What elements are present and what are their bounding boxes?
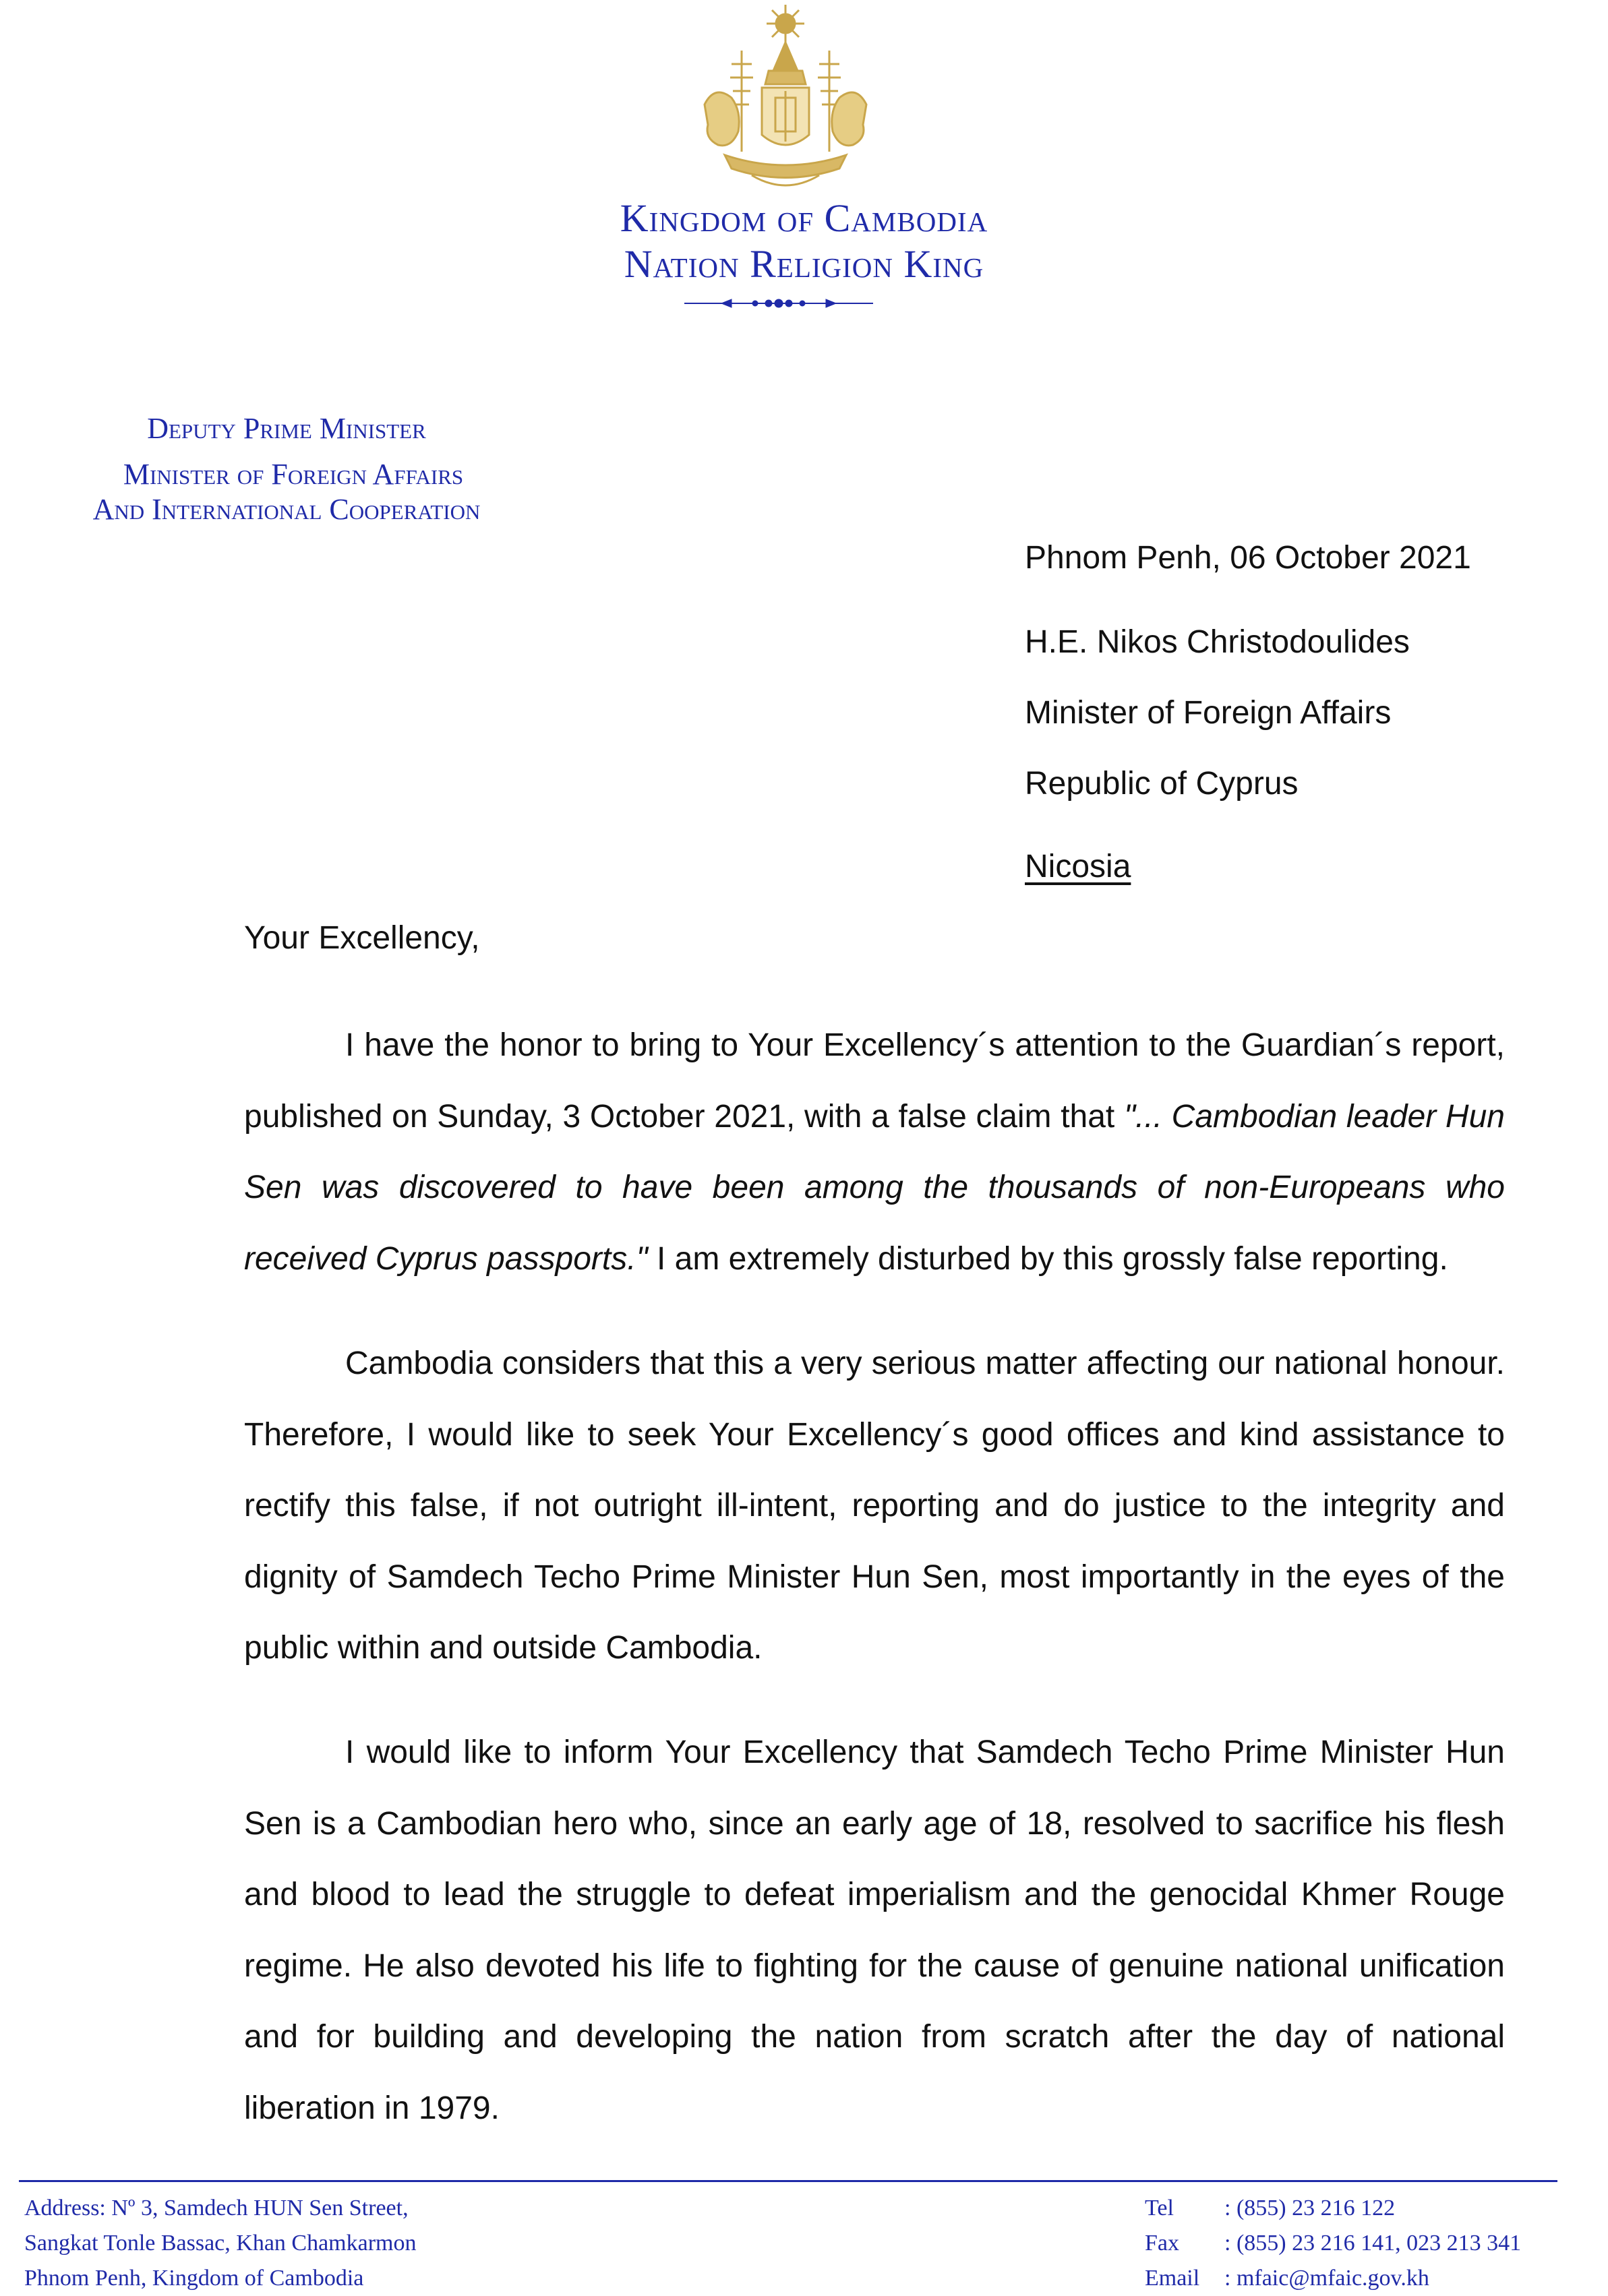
paragraph-1-quote: "... Cambodian leader Hun Sen was discovered to have been among the thousands of non-Europeans who received Cyprus passports." bbox=[244, 1098, 1505, 1277]
email-label: Email bbox=[1145, 2266, 1200, 2291]
footer-contact bbox=[1145, 2191, 1521, 2296]
footer-address-line-1: Address: Nº 3, Samdech HUN Sen Street, bbox=[24, 2196, 409, 2221]
footer-address-line-3: Phnom Penh, Kingdom of Cambodia bbox=[24, 2266, 364, 2291]
ministry-title-international-cooperation: And International Cooperation bbox=[92, 493, 481, 526]
tel-label: Tel bbox=[1145, 2196, 1174, 2221]
paragraph-3: I would like to inform Your Excellency that Samdech Techo Prime Minister Hun Sen is a Cambodian hero who, since an early age of 18, resolved to sacrifice his flesh and blood to lead the struggle to defeat imperialism and the genocidal Khmer Rouge regime. He also devoted his life to fighting for the cause of genuine national unification and for building and developing the nation from scratch after the day of national liberation in 1979. bbox=[244, 1734, 1505, 2126]
place-and-date: Phnom Penh, 06 October 2021 bbox=[1025, 540, 1471, 576]
fax-label: Fax bbox=[1145, 2231, 1179, 2256]
paragraph-1-start: I have the honor to bring to Your Excellency´s attention to the Guardian´s report, published on Sunday, 3 October 2021, with a false claim that bbox=[244, 1027, 1505, 1135]
email-value: : mfaic@mfaic.gov.kh bbox=[1224, 2266, 1429, 2291]
paragraph-1 bbox=[244, 1010, 1505, 1294]
national-motto: Nation Religion King bbox=[624, 242, 984, 286]
recipient-city: Nicosia bbox=[1025, 849, 1131, 884]
recipient-name: H.E. Nikos Christodoulides bbox=[1025, 624, 1410, 660]
royal-coat-of-arms-emblem bbox=[678, 3, 893, 199]
recipient-country: Republic of Cyprus bbox=[1025, 766, 1299, 802]
footer-tel-row bbox=[1145, 2191, 1521, 2226]
footer-address-line-2: Sangkat Tonle Bassac, Khan Chamkarmon bbox=[24, 2231, 417, 2256]
footer-address bbox=[24, 2191, 417, 2296]
paragraph-2: Cambodia considers that this a very serious matter affecting our national honour. Therefore, I would like to seek Your Excellency´s good offices and kind assistance to rectify this false, if not outright ill-intent, reporting and do justice to the integrity and dignity of Samdech Techo Prime Minister Hun Sen, most importantly in the eyes of the public within and outside Cambodia. bbox=[244, 1346, 1505, 1666]
salutation: Your Excellency, bbox=[244, 920, 480, 956]
recipient-title: Minister of Foreign Affairs bbox=[1025, 695, 1392, 731]
tel-value: : (855) 23 216 122 bbox=[1224, 2196, 1396, 2221]
footer-divider bbox=[19, 2180, 1557, 2182]
footer-email-row bbox=[1145, 2261, 1521, 2296]
paragraph-1-end: I am extremely disturbed by this grossly false reporting. bbox=[647, 1240, 1448, 1277]
fax-value: : (855) 23 216 141, 023 213 341 bbox=[1224, 2231, 1522, 2256]
footer-fax-row bbox=[1145, 2226, 1521, 2261]
ministry-title-deputy-pm: Deputy Prime Minister bbox=[147, 412, 426, 445]
kingdom-title: Kingdom of Cambodia bbox=[620, 196, 988, 240]
decorative-divider-ornament bbox=[681, 293, 876, 313]
ministry-title-foreign-affairs: Minister of Foreign Affairs bbox=[123, 458, 464, 491]
